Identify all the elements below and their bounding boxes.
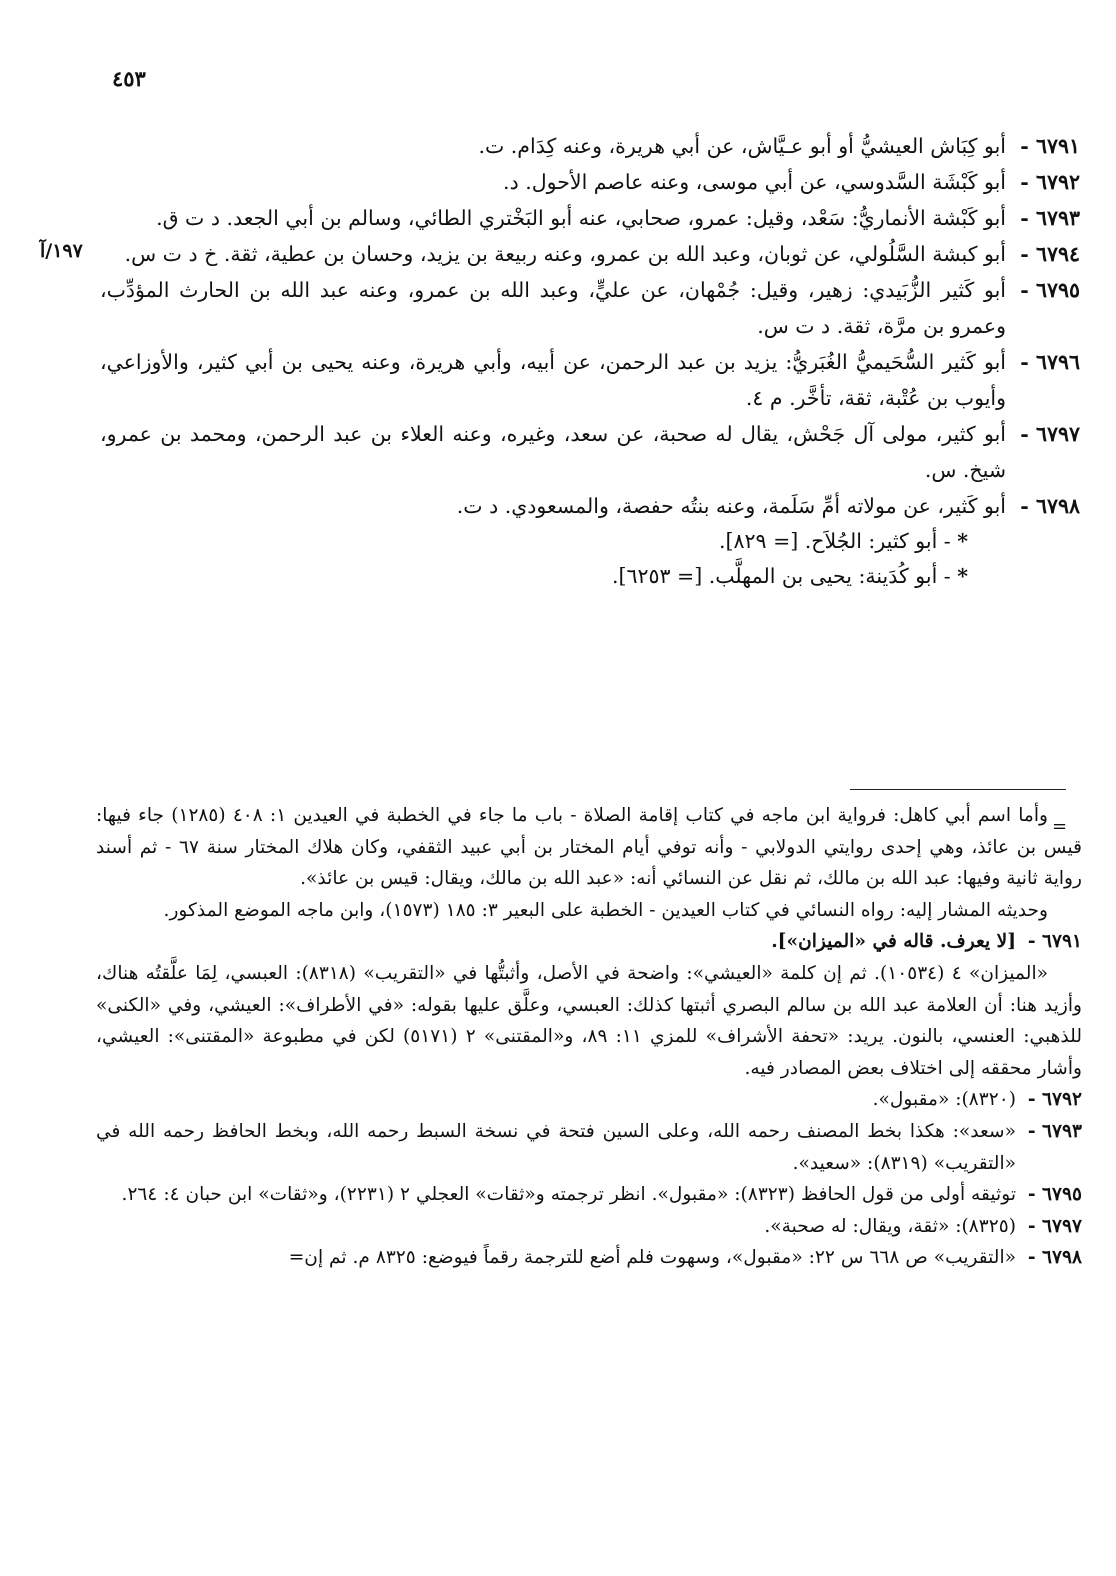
footnote-number: ٦٧٩٣ - — [1027, 1120, 1082, 1142]
footnote-text: «سعد»: هكذا بخط المصنف رحمه الله، وعلى السين فتحة في نسخة السبط رحمه الله، وبخط الحافظ رحمه الله في «التقريب» (٨٣١٩): «سعيد». — [96, 1120, 1016, 1174]
footnote-paragraph: وأما اسم أبي كاهل: فرواية ابن ماجه في كتاب إقامة الصلاة - باب ما جاء في الخطبة في العيدين ١: ٤٠٨ (١٢٨٥) جاء فيها: قيس بن عائذ، وهي إحدى روايتي الدولابي - وأنه توفي أيام المختار بن أبي عبيد الثقفي، وكان هلاك المختار سنة ٦٧ - ثم أسند رواية ثانية وفيها: عبد الله بن مالك، ثم نقل عن النسائي أنه: «عبد الله بن مالك، ويقال: قيس بن عائذ». — [96, 805, 1082, 890]
footnote-number: ٦٧٩٨ - — [1027, 1247, 1082, 1269]
entry-text: أبو كثير، مولى آل جَحْش، يقال له صحبة، عن سعد، وغيره، وعنه العلاء بن عبد الرحمن، ومحمد بن عمرو، شيخ. س. — [100, 422, 1006, 482]
footnote-text: [لا يعرف. قاله في «الميزان»]. — [771, 931, 1016, 953]
footnote-6792 — [96, 1084, 1082, 1116]
entry-text: أبو كَبْشَة السَّدوسي، عن أبي موسى، وعنه عاصم الأحول. د. — [503, 170, 1006, 194]
star-icon: * — [957, 529, 968, 553]
footnotes — [96, 800, 1082, 1274]
manuscript-folio-note: ١٩٧/آ — [40, 240, 83, 262]
continuation-mark: = — [1052, 816, 1068, 837]
entry-6792 — [100, 164, 1080, 200]
footnote-number: ٦٧٩٢ - — [1027, 1089, 1082, 1111]
entry-6791 — [100, 128, 1080, 164]
entry-6793 — [100, 200, 1080, 236]
footnote-6793 — [96, 1116, 1082, 1179]
cross-reference-text: - أبو كثير: الجُلاَح. [= ٨٢٩]. — [718, 529, 951, 553]
entry-number: ٦٧٩٥ - — [1020, 278, 1080, 302]
entry-number: ٦٧٩٨ - — [1020, 494, 1080, 518]
entry-number: ٦٧٩١ - — [1020, 134, 1080, 158]
footnote-number: ٦٧٩٧ - — [1027, 1215, 1082, 1237]
entry-text: أبو كَبْشة الأنماريُّ: سَعْد، وقيل: عمرو، صحابي، عنه أبو البَخْتري الطائي، وسالم بن أبي الجعد. د ت ق. — [156, 206, 1006, 230]
entry-number: ٦٧٩٣ - — [1020, 206, 1080, 230]
footnote-text: «التقريب» ص ٦٦٨ س ٢٢: «مقبول»، وسهوت فلم أضع للترجمة رقماً فيوضع: ٨٣٢٥ م. ثم إن= — [288, 1247, 1016, 1269]
footnote-6797 — [96, 1211, 1082, 1243]
entry-text: أبو كِبَاش العيشيُّ أو أبو عـيَّاش، عن أبي هريرة، وعنه كِدَام. ت. — [478, 134, 1006, 158]
entry-6794 — [100, 236, 1080, 272]
footnote-6795 — [96, 1179, 1082, 1211]
entry-text: أبو كَثير، عن مولاته أمِّ سَلَمة، وعنه بنتُه حفصة، والمسعودي. د ت. — [456, 494, 1006, 518]
entry-text: أبو كبشة السَّلُولي، عن ثوبان، وعبد الله بن عمرو، وعنه ربيعة بن يزيد، وحسان بن عطية، ثقة. خ د ت س. — [124, 242, 1006, 266]
footnote-6798 — [96, 1242, 1082, 1274]
entry-6798 — [100, 488, 1080, 524]
entry-text: أبو كَثير السُّحَيميُّ الغُبَريُّ: يزيد بن عبد الرحمن، عن أبيه، وأبي هريرة، وعنه يحيى بن أبي كثير، والأوزاعي، وأيوب بن عُتْبة، ثقة، تأخَّر. م ٤. — [100, 350, 1006, 410]
page-number: ٤٥٣ — [112, 66, 146, 91]
footnote-6791 — [96, 926, 1082, 958]
entry-6795 — [100, 272, 1080, 344]
main-text — [100, 128, 1080, 594]
footnote-number: ٦٧٩١ - — [1027, 931, 1082, 953]
cross-reference — [100, 559, 1080, 594]
cross-reference — [100, 524, 1080, 559]
entry-number: ٦٧٩٢ - — [1020, 170, 1080, 194]
entry-number: ٦٧٩٤ - — [1020, 242, 1080, 266]
entry-text: أبو كَثير الزُّبَيدي: زهير، وقيل: جُمْهان، عن عليٍّ، وعبد الله بن عمرو، وعنه عبد الله بن الحارث المؤدِّب، وعمرو بن مرَّة، ثقة. د ت س. — [100, 278, 1006, 338]
footnote-text: توثيقه أولى من قول الحافظ (٨٣٢٣): «مقبول». انظر ترجمته و«ثقات» العجلي ٢ (٢٢٣١)، و«ثقات» ابن حبان ٤: ٢٦٤. — [121, 1184, 1016, 1206]
footnote-number: ٦٧٩٥ - — [1027, 1184, 1082, 1206]
star-icon: * — [957, 564, 968, 588]
footnote-paragraph: وحديثه المشار إليه: رواه النسائي في كتاب العيدين - الخطبة على البعير ٣: ١٨٥ (١٥٧٣)، وابن ماجه الموضع المذكور. — [163, 899, 1048, 921]
footnote-divider — [850, 789, 1066, 790]
cross-reference-text: - أبو كُدَينة: يحيى بن المهلَّب. [= ٦٢٥٣]. — [611, 564, 951, 588]
entry-6797 — [100, 416, 1080, 488]
entry-6796 — [100, 344, 1080, 416]
footnote-text: (٨٣٢٠): «مقبول». — [872, 1089, 1016, 1111]
footnote-paragraph: «الميزان» ٤ (١٠٥٣٤). ثم إن كلمة «العيشي»: واضحة في الأصل، وأثبتُّها في «التقريب» (٨٣١٨): العبسي، لِمَا علَّقتُه هناك، وأزيد هنا: أن العلامة عبد الله بن سالم البصري أثبتها كذلك: العبسي، وعلَّق عليها بقوله: «في الأطراف»: العيشي، وفي «الكنى» للذهبي: العنسي، بالنون. يريد: «تحفة الأشراف» للمزي ١١: ٨٩، و«المقتنى» ٢ (٥١٧١) لكن في مطبوعة «المقتنى»: العيشي، وأشار محققه إلى اختلاف بعض المصادر فيه. — [96, 962, 1082, 1079]
footnote-text: (٨٣٢٥): «ثقة، ويقال: له صحبة». — [764, 1215, 1016, 1237]
entry-number: ٦٧٩٦ - — [1020, 350, 1080, 374]
entry-number: ٦٧٩٧ - — [1020, 422, 1080, 446]
